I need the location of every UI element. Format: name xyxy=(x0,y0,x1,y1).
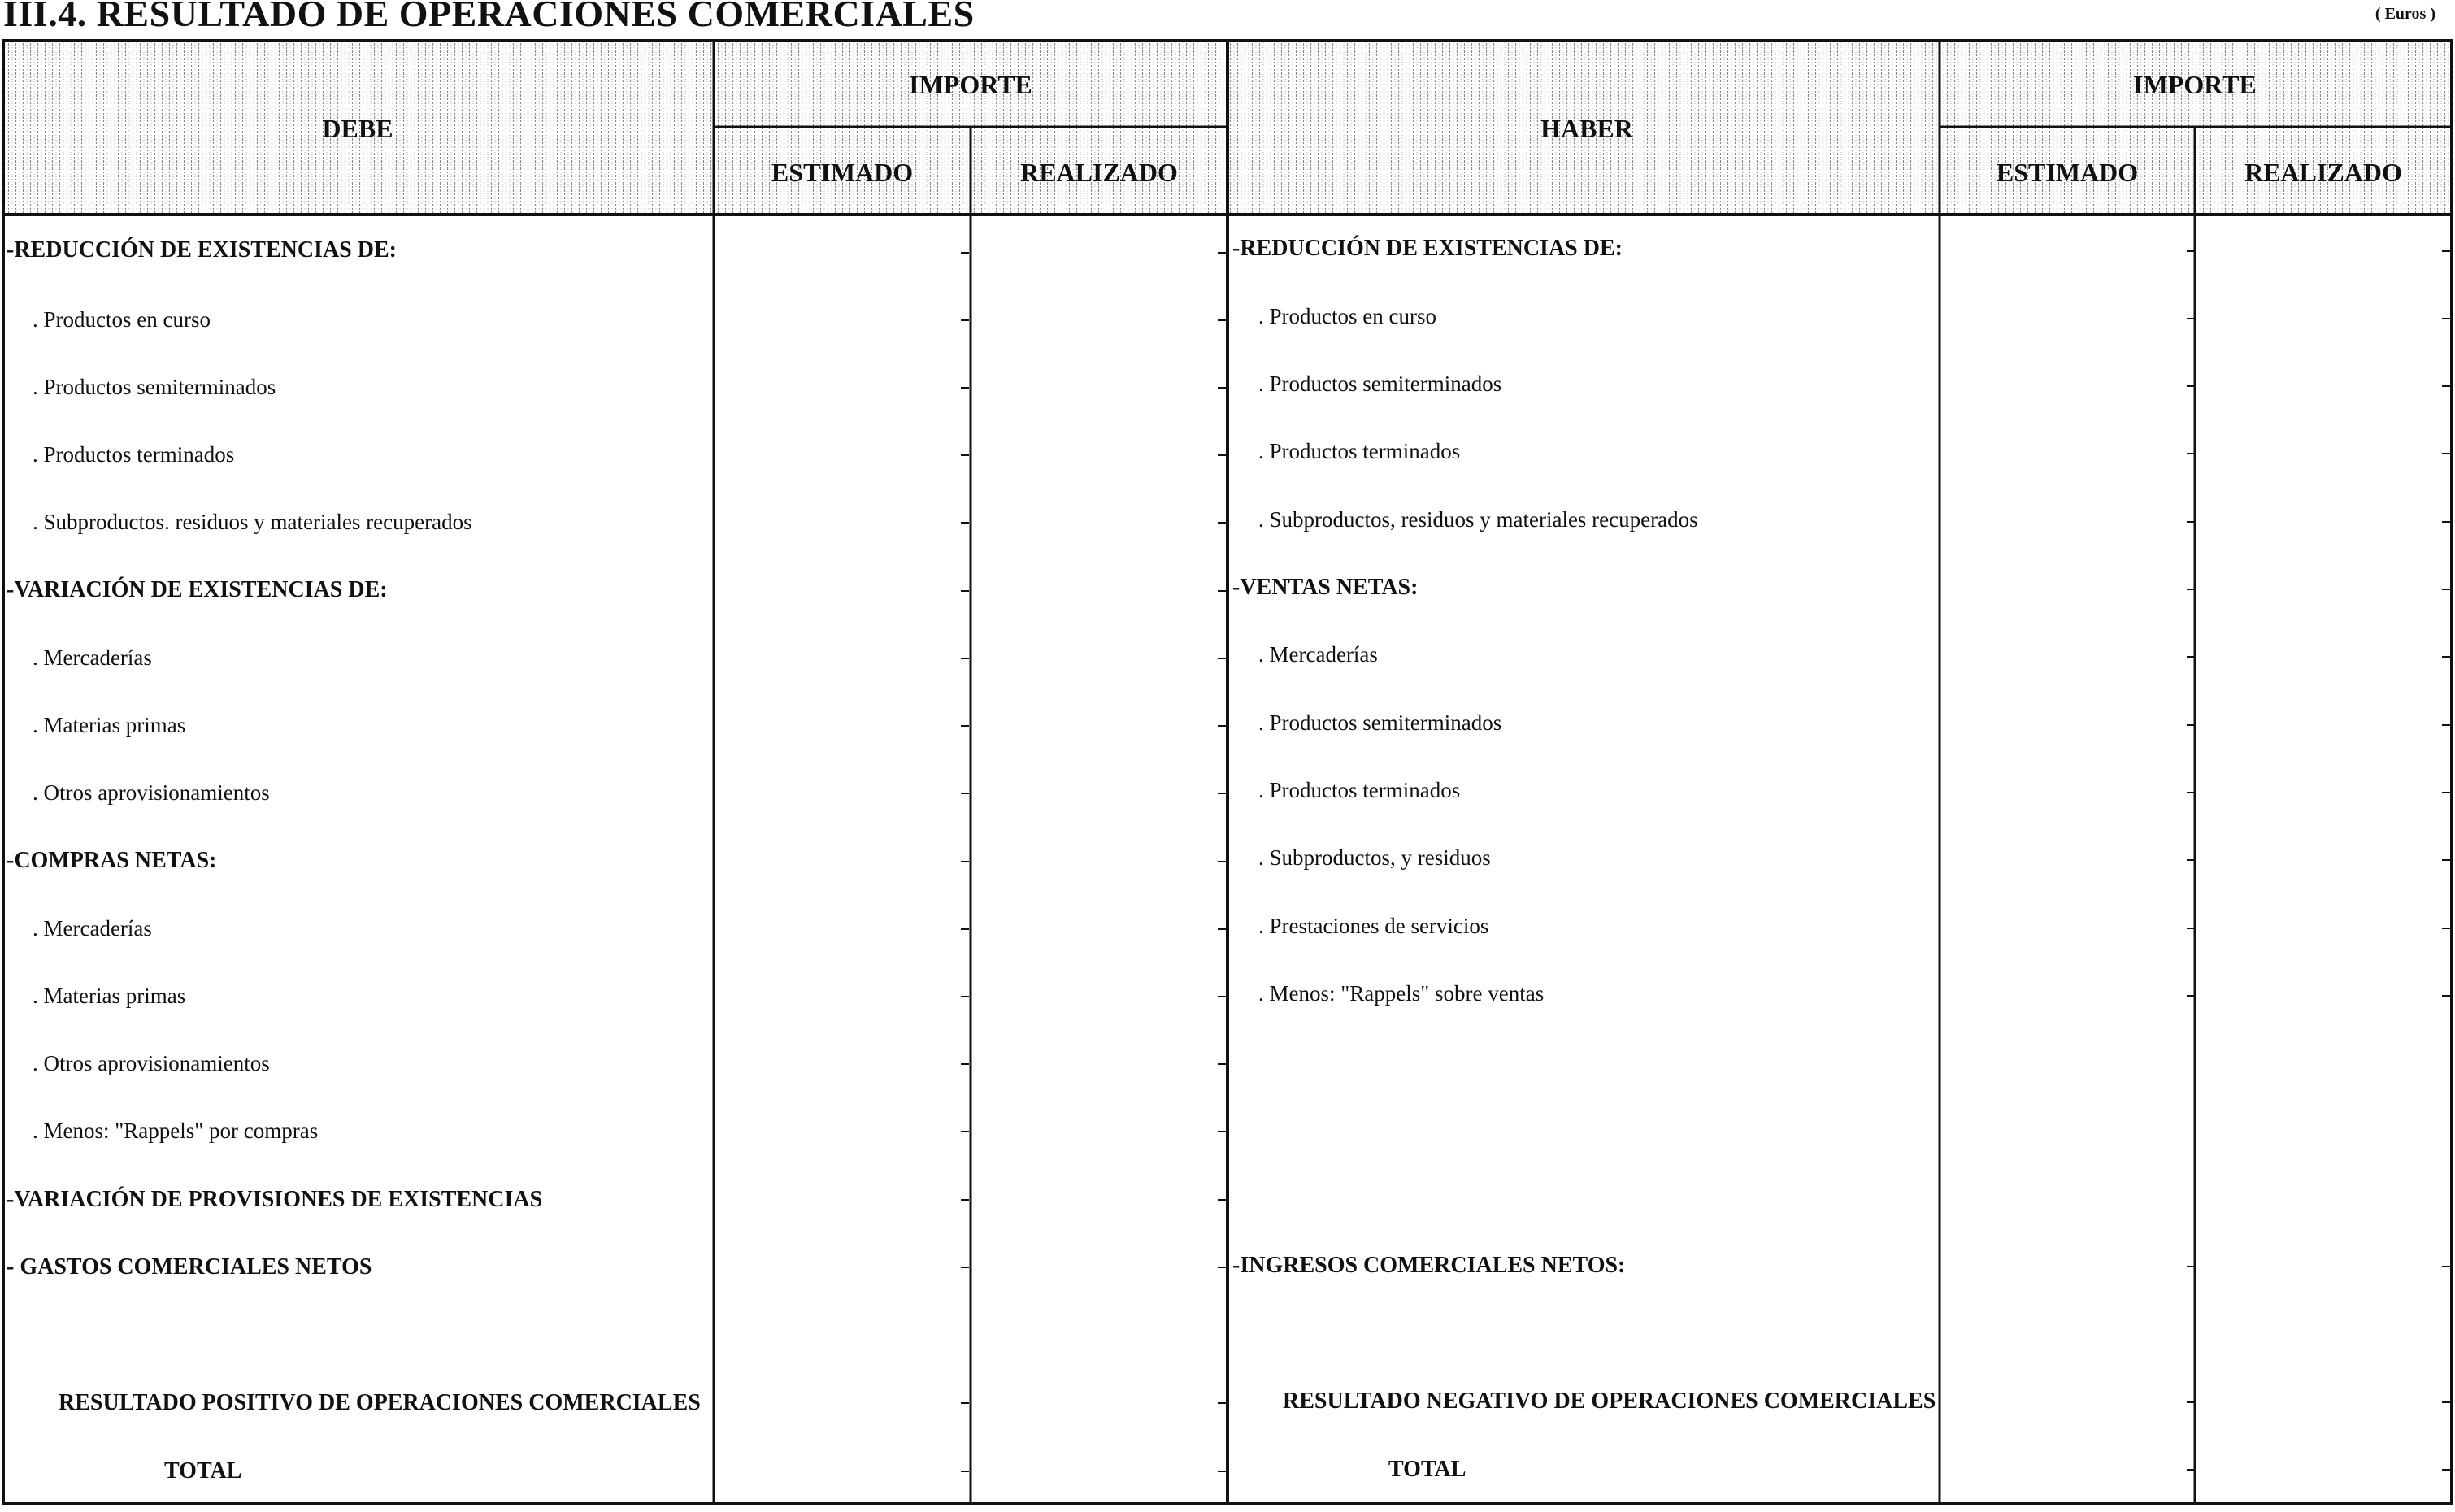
debe-estimado-cell xyxy=(720,646,964,669)
importe-left-header: IMPORTE xyxy=(909,70,1032,99)
haber-estimado-cell xyxy=(1946,713,2190,736)
debe-row-label: . Productos en curso xyxy=(33,307,211,332)
debe-realizado-cell xyxy=(977,241,1221,263)
haber-realizado-cell xyxy=(2201,510,2445,532)
debe-row-label: . Materias primas xyxy=(33,984,186,1008)
haber-realizado-cell xyxy=(2201,441,2445,464)
haber-estimado-cell xyxy=(1946,1254,2190,1277)
debe-realizado-cell xyxy=(977,511,1221,533)
haber-row-label: . Productos semiterminados xyxy=(1258,371,1502,396)
realizado-right-header: REALIZADO xyxy=(2244,158,2402,187)
debe-row-label: TOTAL xyxy=(164,1458,242,1484)
debe-row-label: -VARIACIÓN DE EXISTENCIAS DE: xyxy=(7,577,388,602)
debe-estimado-cell xyxy=(720,241,964,263)
debe-row-label: . Subproductos. residuos y materiales recuperados xyxy=(33,510,472,534)
haber-estimado-cell xyxy=(1946,1458,2190,1480)
haber-row-label: . Mercaderías xyxy=(1258,642,1378,667)
debe-estimado-cell xyxy=(720,714,964,736)
debe-estimado-cell xyxy=(720,781,964,804)
haber-estimado-cell xyxy=(1946,1390,2190,1413)
debe-row-label: -VARIACIÓN DE PROVISIONES DE EXISTENCIAS xyxy=(7,1187,543,1212)
debe-realizado-cell xyxy=(977,1188,1221,1210)
debe-row-label: . Otros aprovisionamientos xyxy=(33,1051,270,1075)
haber-estimado-cell xyxy=(1946,510,2190,532)
debe-estimado-cell xyxy=(720,849,964,872)
debe-estimado-cell xyxy=(720,511,964,533)
haber-realizado-cell xyxy=(2201,239,2445,262)
debe-estimado-cell xyxy=(720,1188,964,1210)
debe-realizado-cell xyxy=(977,1255,1221,1278)
haber-row-label: -INGRESOS COMERCIALES NETOS: xyxy=(1232,1253,1626,1278)
debe-row-label: -REDUCCIÓN DE EXISTENCIAS DE: xyxy=(7,237,397,263)
debe-realizado-cell xyxy=(977,849,1221,872)
debe-row-label: . Materias primas xyxy=(33,713,186,737)
realizado-left-header: REALIZADO xyxy=(1020,158,1178,187)
debe-estimado-cell xyxy=(720,1255,964,1278)
debe-row-label: . Menos: "Rappels" por compras xyxy=(33,1119,319,1143)
debe-estimado-cell xyxy=(720,917,964,940)
haber-estimado-cell xyxy=(1946,441,2190,464)
haber-estimado-cell xyxy=(1946,848,2190,871)
haber-row-label: . Prestaciones de servicios xyxy=(1258,914,1489,938)
debe-row-label: -COMPRAS NETAS: xyxy=(7,848,217,873)
debe-row-label: . Mercaderías xyxy=(33,645,152,670)
haber-estimado-cell xyxy=(1946,577,2190,600)
haber-realizado-cell xyxy=(2201,984,2445,1006)
haber-row-label: -VENTAS NETAS: xyxy=(1232,575,1419,600)
haber-estimado-cell xyxy=(1946,239,2190,262)
haber-realizado-cell xyxy=(2201,1390,2445,1413)
haber-estimado-cell xyxy=(1946,374,2190,397)
haber-header: HABER xyxy=(1540,114,1633,143)
debe-estimado-cell xyxy=(720,376,964,398)
haber-row-label: . Productos en curso xyxy=(1258,304,1436,328)
debe-estimado-cell xyxy=(720,443,964,466)
debe-realizado-cell xyxy=(977,781,1221,804)
debe-estimado-cell xyxy=(720,579,964,602)
haber-row-label: . Subproductos, residuos y materiales recuperados xyxy=(1258,507,1698,532)
haber-realizado-cell xyxy=(2201,306,2445,329)
debe-realizado-cell xyxy=(977,443,1221,466)
importe-right-header: IMPORTE xyxy=(2133,70,2257,99)
haber-row-label: . Subproductos, y residuos xyxy=(1258,845,1491,870)
haber-estimado-cell xyxy=(1946,306,2190,329)
debe-estimado-cell xyxy=(720,1459,964,1482)
haber-estimado-cell xyxy=(1946,780,2190,803)
haber-estimado-cell xyxy=(1946,916,2190,939)
debe-realizado-cell xyxy=(977,646,1221,669)
debe-realizado-cell xyxy=(977,1052,1221,1075)
debe-row-label: . Productos semiterminados xyxy=(33,375,276,399)
haber-realizado-cell xyxy=(2201,848,2445,871)
haber-realizado-cell xyxy=(2201,374,2445,397)
haber-row-label: . Menos: "Rappels" sobre ventas xyxy=(1258,981,1545,1006)
haber-row-label: . Productos terminados xyxy=(1258,439,1461,463)
debe-estimado-cell xyxy=(720,1391,964,1414)
debe-row-label: . Otros aprovisionamientos xyxy=(33,780,270,805)
estimado-left-header: ESTIMADO xyxy=(771,158,914,187)
haber-estimado-cell xyxy=(1946,984,2190,1006)
debe-row-label: RESULTADO POSITIVO DE OPERACIONES COMERCIALES xyxy=(59,1390,701,1415)
debe-realizado-cell xyxy=(977,579,1221,602)
debe-estimado-cell xyxy=(720,308,964,331)
haber-realizado-cell xyxy=(2201,1254,2445,1277)
estimado-right-header: ESTIMADO xyxy=(1996,158,2139,187)
debe-row-label: - GASTOS COMERCIALES NETOS xyxy=(7,1254,372,1280)
page-title: III.4. RESULTADO DE OPERACIONES COMERCIALES xyxy=(3,0,975,34)
debe-realizado-cell xyxy=(977,1459,1221,1482)
debe-estimado-cell xyxy=(720,984,964,1007)
debe-realizado-cell xyxy=(977,984,1221,1007)
debe-realizado-cell xyxy=(977,917,1221,940)
debe-estimado-cell xyxy=(720,1119,964,1142)
haber-row-label: -REDUCCIÓN DE EXISTENCIAS DE: xyxy=(1232,236,1623,261)
debe-realizado-cell xyxy=(977,376,1221,398)
haber-realizado-cell xyxy=(2201,577,2445,600)
haber-row-label: RESULTADO NEGATIVO DE OPERACIONES COMERCIALES xyxy=(1283,1388,1936,1414)
debe-realizado-cell xyxy=(977,1119,1221,1142)
haber-realizado-cell xyxy=(2201,645,2445,667)
haber-realizado-cell xyxy=(2201,1458,2445,1480)
debe-estimado-cell xyxy=(720,1052,964,1075)
units-label: ( Euros ) xyxy=(2375,5,2435,23)
haber-realizado-cell xyxy=(2201,780,2445,803)
debe-realizado-cell xyxy=(977,308,1221,331)
debe-row-label: . Mercaderías xyxy=(33,916,152,941)
haber-row-label: . Productos semiterminados xyxy=(1258,710,1502,735)
haber-row-label: . Productos terminados xyxy=(1258,778,1461,802)
haber-realizado-cell xyxy=(2201,916,2445,939)
debe-header: DEBE xyxy=(322,114,393,143)
haber-estimado-cell xyxy=(1946,645,2190,667)
debe-row-label: . Productos terminados xyxy=(33,442,235,467)
debe-realizado-cell xyxy=(977,714,1221,736)
debe-realizado-cell xyxy=(977,1391,1221,1414)
haber-realizado-cell xyxy=(2201,713,2445,736)
haber-row-label: TOTAL xyxy=(1388,1457,1466,1482)
